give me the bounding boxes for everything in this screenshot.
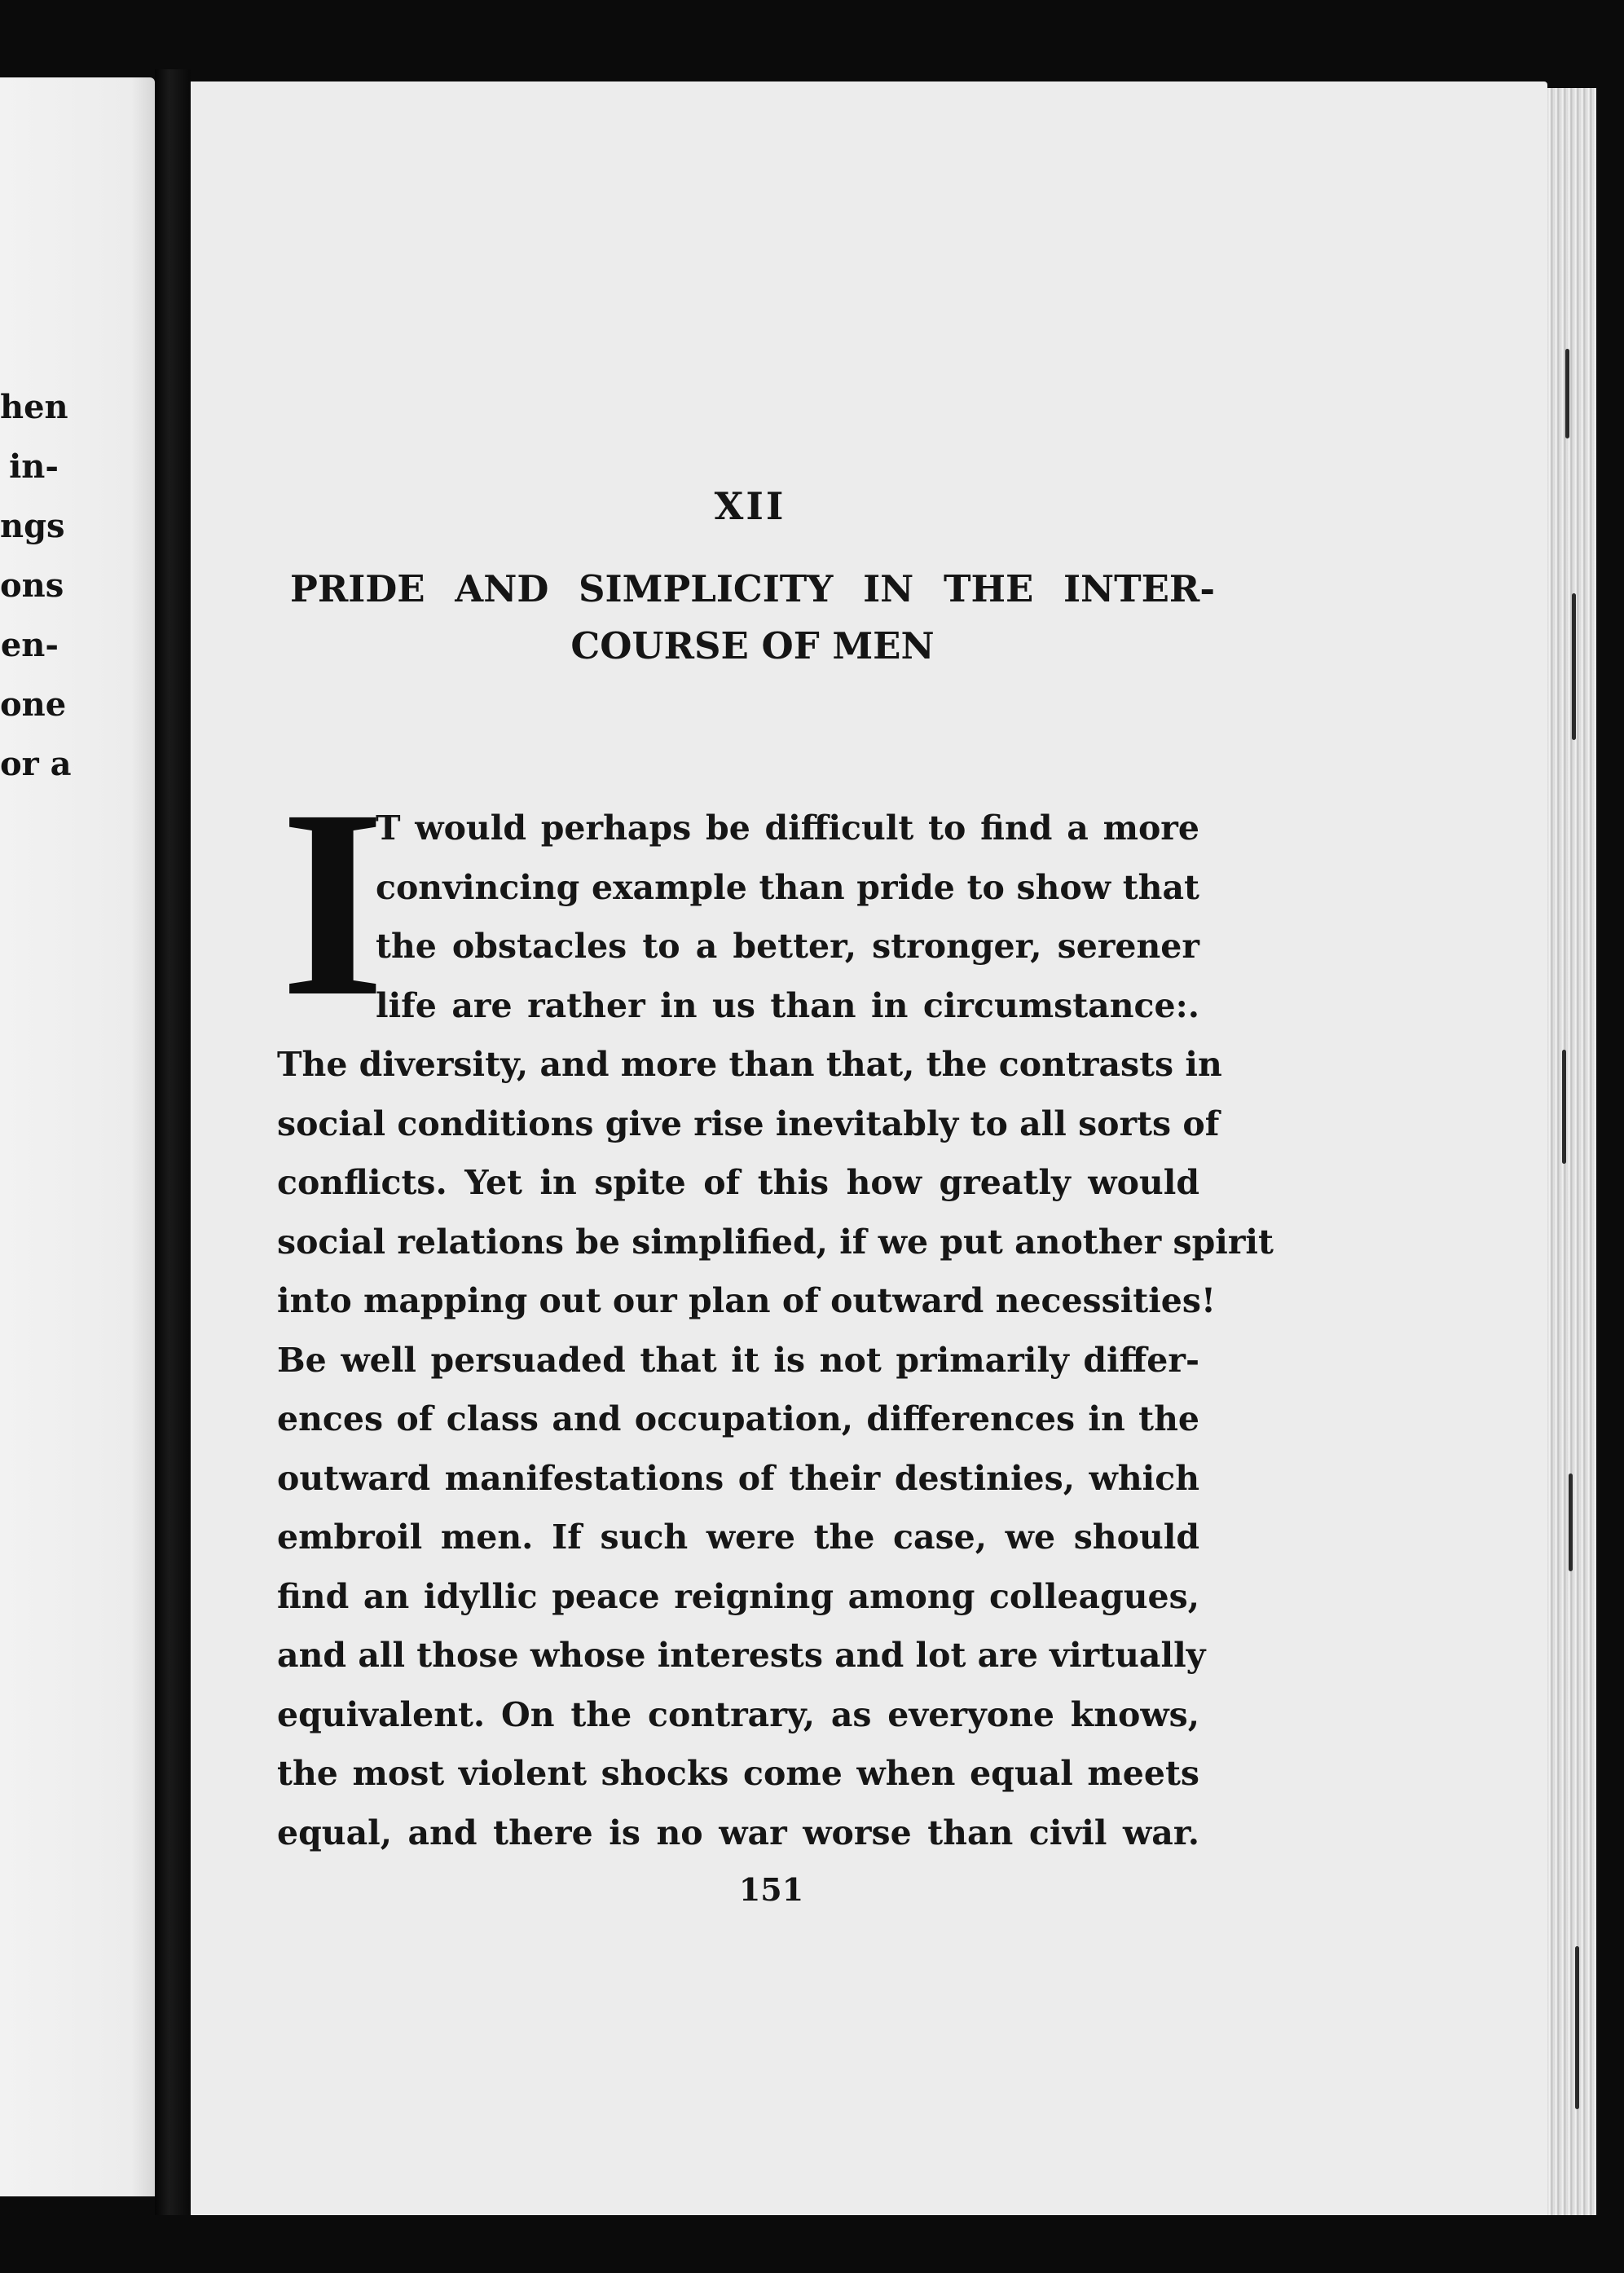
previous-page-line: ons xyxy=(0,566,64,605)
body-line: life are rather in us than in circumstance:. xyxy=(376,985,1199,1025)
body-line: equivalent. On the contrary, as everyone knows, xyxy=(277,1694,1199,1734)
previous-page-line: en- xyxy=(0,626,59,664)
body-line: outward manifestations of their destinies, which xyxy=(277,1458,1199,1498)
body-line: Be well persuaded that it is not primarily differ- xyxy=(277,1340,1199,1380)
body-line: convincing example than pride to show that xyxy=(376,867,1199,907)
chapter-title-line: PRIDE AND SIMPLICITY IN THE INTER- xyxy=(290,567,1215,610)
previous-page-line: ngs xyxy=(0,507,65,545)
scan-border xyxy=(122,2215,1622,2273)
edge-mark xyxy=(1565,349,1569,438)
previous-page-text xyxy=(0,377,155,794)
page-number: 151 xyxy=(738,1871,804,1908)
drop-cap: I xyxy=(280,755,385,1052)
body-line: conflicts. Yet in spite of this how greatly would xyxy=(277,1163,1199,1202)
chapter-number: XII xyxy=(714,484,786,528)
edge-mark xyxy=(1569,1473,1573,1571)
body-line: and all those whose interests and lot are virtually xyxy=(277,1636,1206,1675)
body-line: embroil men. If such were the case, we should xyxy=(277,1518,1199,1557)
body-line: social relations be simplified, if we put another spirit xyxy=(277,1222,1274,1262)
edge-mark xyxy=(1562,1050,1566,1164)
edge-mark xyxy=(1572,593,1576,740)
book-page xyxy=(191,81,1547,2217)
previous-page-line: or a xyxy=(0,745,72,783)
body-line: T would perhaps be difficult to find a more xyxy=(376,808,1199,848)
body-line: into mapping out our plan of outward necessities! xyxy=(277,1281,1216,1320)
previous-page-line: hen xyxy=(0,388,68,426)
body-line: equal, and there is no war worse than civil war. xyxy=(277,1813,1199,1852)
page-edge xyxy=(1547,88,1596,2231)
chapter-title-line: COURSE OF MEN xyxy=(570,624,935,667)
previous-page-line: in- xyxy=(9,447,59,486)
body-line: The diversity, and more than that, the contrasts in xyxy=(277,1045,1222,1084)
edge-mark xyxy=(1575,1946,1579,2109)
body-line: the most violent shocks come when equal meets xyxy=(277,1754,1199,1793)
body-line: ences of class and occupation, differences in the xyxy=(277,1399,1199,1438)
body-text xyxy=(277,755,1274,1862)
body-line: the obstacles to a better, stronger, serener xyxy=(376,927,1199,966)
body-line: find an idyllic peace reigning among colleagues, xyxy=(277,1576,1199,1616)
previous-page-line: one xyxy=(0,685,67,724)
chapter-title xyxy=(290,561,1215,675)
body-line: social conditions give rise inevitably to all sorts of xyxy=(277,1103,1220,1143)
